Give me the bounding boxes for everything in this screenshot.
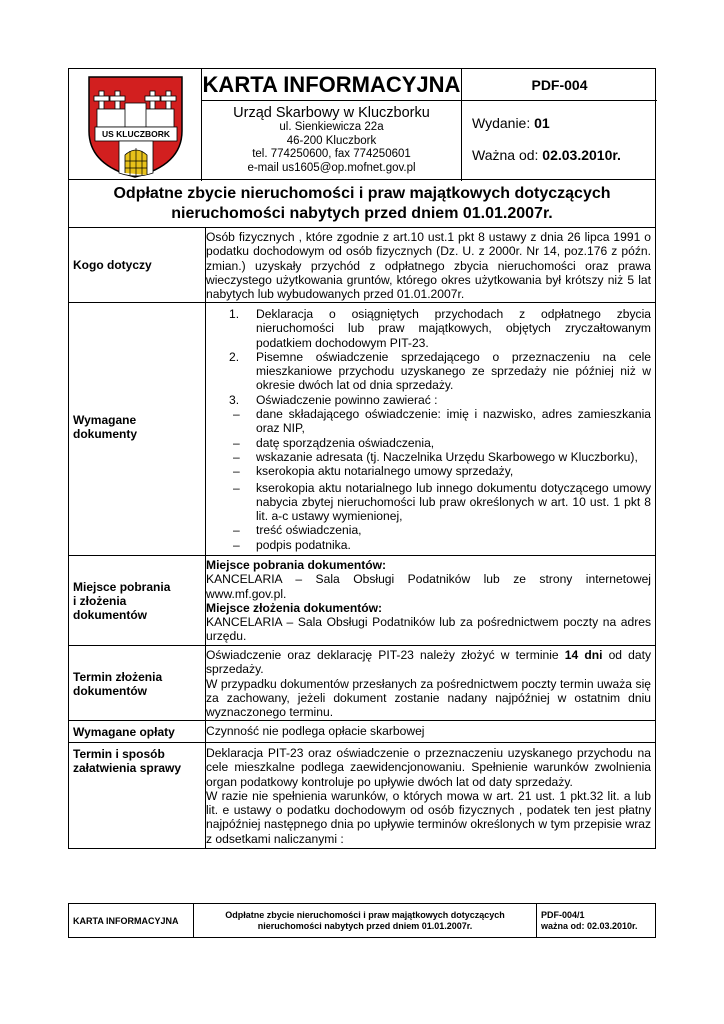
postal-text: W przypadku dokumentów przesłanych za pośrednictwem poczty termin uważa się za zachowany, jeżeli dokument zostanie nadany najpóźniej w ostatnim dniu wyznaczonego terminu. xyxy=(206,676,651,720)
card-title: KARTA INFORMACYJNA xyxy=(202,69,462,101)
row-termin-zlozenia xyxy=(68,646,656,721)
row-wymagane-dokumenty xyxy=(68,303,656,556)
office-info xyxy=(202,101,462,181)
row-label xyxy=(69,646,206,720)
main-title xyxy=(68,180,656,228)
label-line: i złożenia xyxy=(73,594,127,608)
row-label xyxy=(69,303,206,555)
list-item: – kserokopia aktu notarialnego lub innego dokumentu dotyczącego umowy nabycia zbytej nieruchomości lub praw określonych w art. 10 ust. 1 pkt 8 lit. a-c ustawy wymienionej, xyxy=(233,480,651,524)
main-title-line2: nieruchomości nabytych przed dniem 01.01.2007r. xyxy=(171,205,553,222)
row-content xyxy=(202,721,655,742)
list-item: – podpis podatnika. xyxy=(233,537,351,552)
card-code: PDF-004 xyxy=(462,69,657,101)
kogo-text: Osób fizycznych , które zgodnie z art.10 ust.1 pkt 8 ustawy z dnia 26 lipca 1991 o podatku dochodowym od osób fizycznych (Dz. U. z 2000r. Nr 14, poz.176 z późn. zmian.) uzyskały przychód z odpłatnego zbycia nieruchomości oraz prawa wieczystego użytkowania gruntów, którego okres użytkowania był krótszy niż 5 lat nabytych lub wybudowanych przed 01.01.2007r. xyxy=(206,230,651,302)
list-item: – datę sporządzenia oświadczenia, xyxy=(233,435,435,450)
valid-value: 02.03.2010r. xyxy=(542,147,621,163)
list-item: – wskazanie adresata (tj. Naczelnika Urzędu Skarbowego w Kluczborku), xyxy=(233,449,638,464)
list-item: – kserokopia aktu notarialnego umowy sprzedaży, xyxy=(233,464,514,479)
list-item: 2. Pisemne oświadczenie sprzedającego o przeznaczeniu na cele mieszkaniowe przychodu uzyskanego ze sprzedaży nie później niż w okresie dwóch lat od dnia sprzedaży. xyxy=(229,349,651,393)
valid-label: Ważna od: xyxy=(472,147,539,163)
footer-code-line: PDF-004/1 xyxy=(541,910,585,920)
pickup-heading: Miejsce pobrania dokumentów: xyxy=(206,558,387,572)
submit-text: KANCELARIA – Sala Obsługi Podatników lub za pośrednictwem poczty na adres urzędu. xyxy=(206,615,651,644)
list-item: 3. Oświadczenie powinno zawierać : xyxy=(229,392,438,407)
list-item: 1. Deklaracja o osiągniętych przychodach z odpłatnego zbycia nieruchomości lub praw majątkowych, objętych zryczałtowanym podatkiem dochodowym PIT-23. xyxy=(229,307,651,350)
office-email: e-mail us1605@op.mofnet.gov.pl xyxy=(247,161,416,174)
label-line: Termin złożenia xyxy=(73,670,163,684)
label-line: Wymagane xyxy=(73,413,137,427)
fee-text: Czynność nie podlega opłacie skarbowej xyxy=(206,724,425,738)
row-content xyxy=(202,228,655,302)
documents-list xyxy=(206,307,651,552)
footer-title: KARTA INFORMACYJNA xyxy=(69,904,194,937)
list-item: – dane składającego oświadczenie: imię i nazwisko, adres zamieszkania oraz NIP, xyxy=(233,407,651,436)
row-label xyxy=(69,556,206,645)
footer-table xyxy=(68,903,656,938)
row-label: Wymagane opłaty xyxy=(69,721,206,742)
main-title-line1: Odpłatne zbycie nieruchomości i praw majątkowych dotyczących xyxy=(113,185,611,202)
edition-line xyxy=(472,115,550,131)
label-line: Termin i sposób xyxy=(73,747,165,761)
label-line: dokumentów xyxy=(73,684,147,698)
row-miejsce-pobrania xyxy=(68,556,656,646)
edition-label: Wydanie: xyxy=(472,115,531,131)
office-name: Urząd Skarbowy w Kluczborku xyxy=(233,105,430,121)
deadline-text: Oświadczenie oraz deklarację PIT-23 należy złożyć w terminie 14 dni od daty sprzedaży. xyxy=(206,648,652,677)
processing-text: Deklaracja PIT-23 oraz oświadczenie o przeznaczeniu uzyskanego przychodu na cele mieszkalne podlega zaewidencjonowaniu. Spełnienie warunków zwolnienia organ podatkowy kontroluje po upływie dwóch lat od daty sprzedaży. xyxy=(206,746,651,789)
office-phone: tel. 774250600, fax 774250601 xyxy=(252,148,411,160)
row-content xyxy=(202,646,655,720)
office-street: ul. Sienkiewicza 22a xyxy=(279,121,384,133)
footer-subject xyxy=(194,904,537,937)
row-content xyxy=(202,556,655,645)
submit-heading: Miejsce złożenia dokumentów: xyxy=(206,600,383,615)
row-kogo-dotyczy xyxy=(68,228,656,303)
office-city: 46-200 Kluczbork xyxy=(286,134,377,147)
row-label xyxy=(69,743,206,848)
valid-line xyxy=(472,147,621,163)
logo-text: US KLUCZBORK xyxy=(102,129,170,139)
edition-info xyxy=(462,101,657,181)
coat-of-arms-logo xyxy=(69,69,202,181)
row-termin-sposob xyxy=(68,743,656,849)
label-line: załatwienia sprawy xyxy=(73,761,182,775)
conditions-text: W razie nie spełnienia warunków, o których mowa w art. 21 ust. 1 pkt.32 lit. a lub lit. e ustawy o podatku dochodowym od osób fizycznych , podatek ten jest płatny najpóźniej następnego dnia po upływie terminów określonych w tym przepisie wraz z odsetkami naliczanymi : xyxy=(206,788,651,846)
label-line: Miejsce pobrania xyxy=(73,580,171,594)
label-line: dokumentów xyxy=(73,608,147,622)
label-line: dokumenty xyxy=(73,427,138,441)
row-content xyxy=(202,303,655,555)
edition-value: 01 xyxy=(534,115,550,131)
row-label: Kogo dotyczy xyxy=(69,228,206,302)
header-table xyxy=(68,68,656,180)
footer-valid-line: ważna od: 02.03.2010r. xyxy=(541,921,638,931)
pickup-text: KANCELARIA – Sala Obsługi Podatników lub ze strony internetowej www.mf.gov.pl. xyxy=(206,572,651,601)
footer-code xyxy=(537,904,655,937)
row-wymagane-oplaty xyxy=(68,721,656,743)
footer-subject-line: Odpłatne zbycie nieruchomości i praw majątkowych dotyczących xyxy=(225,910,505,920)
footer-subject-line: nieruchomości nabytych przed dniem 01.01.2007r. xyxy=(257,921,473,931)
row-content xyxy=(202,743,655,848)
list-item: – treść oświadczenia, xyxy=(233,523,362,538)
shield-icon xyxy=(69,69,202,181)
